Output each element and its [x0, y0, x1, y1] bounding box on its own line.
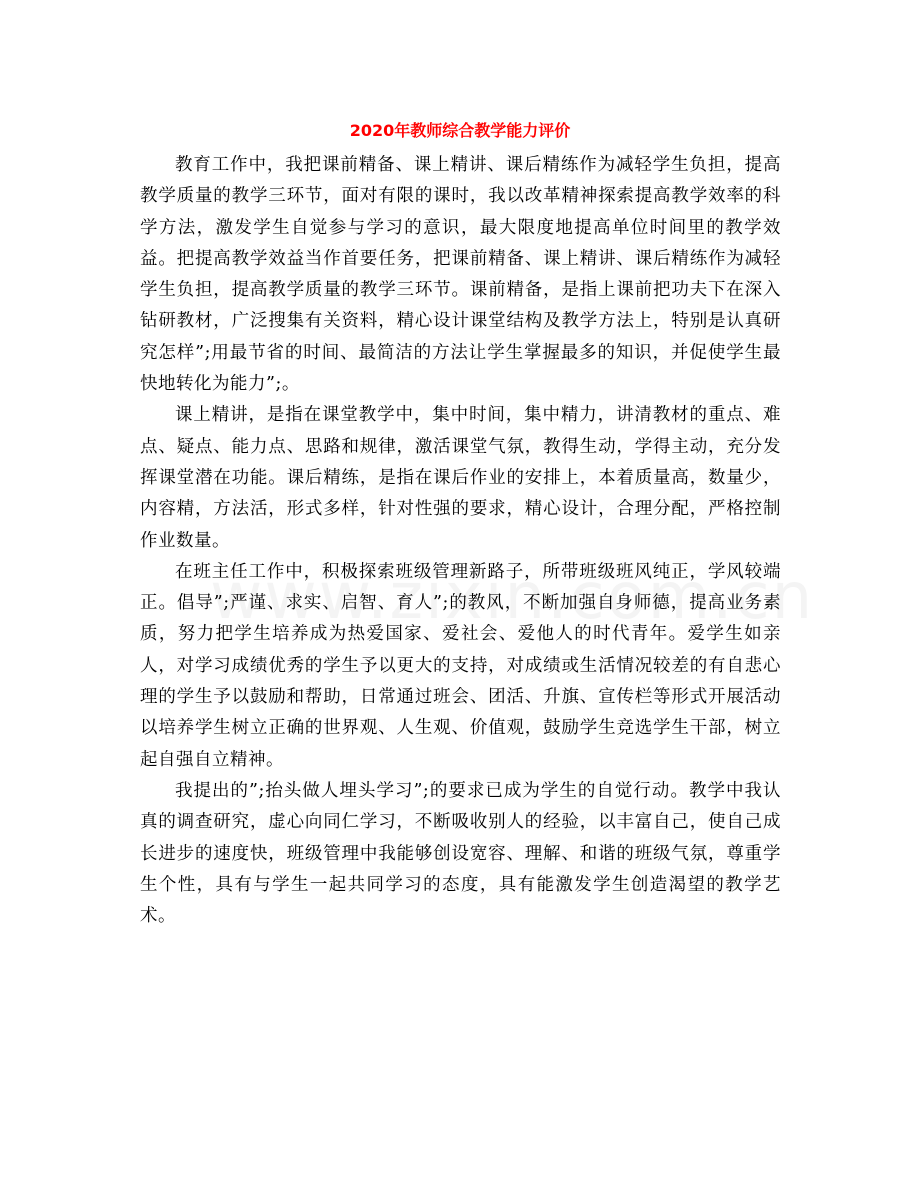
paragraph: 课上精讲，是指在课堂教学中，集中时间，集中精力，讲清教材的重点、难点、疑点、能力点、思路和规律，激活课堂气氛，教得生动，学得主动，充分发挥课堂潜在功能。课后精练，是指在课后作业的安排上，本着质量高，数量少，内容精，方法活，形式多样，针对性强的要求，精心设计，合理分配，严格控制作业数量。: [140, 405, 781, 551]
document-title: 2020年教师综合教学能力评价: [349, 121, 571, 140]
paragraph: 教育工作中，我把课前精备、课上精讲、课后精练作为减轻学生负担，提高教学质量的教学三环节，面对有限的课时，我以改革精神探索提高教学效率的科学方法，激发学生自觉参与学习的意识，最大限度地提高单位时间里的教学效益。把提高教学效益当作首要任务，把课前精备、课上精讲、课后精练作为减轻学生负担，提高教学质量的教学三环节。课前精备，是指上课前把功夫下在深入钻研教材，广泛搜集有关资料，精心设计课堂结构及教学方法上，特别是认真研究怎样”;用最节省的时间、最简洁的方法让学生掌握最多的知识，并促使学生最快地转化为能力”;。: [140, 155, 781, 395]
paragraph: 我提出的”;抬头做人埋头学习”;的要求已成为学生的自觉行动。教学中我认真的调查研究，虚心向同仁学习，不断吸收别人的经验，以丰富自己，使自己成长进步的速度快，班级管理中我能够创设宽容、理解、和谐的班级气氛，尊重学生个性，具有与学生一起共同学习的态度，具有能激发学生创造渴望的教学艺术。: [140, 780, 781, 927]
paragraph: 在班主任工作中，积极探索班级管理新路子，所带班级班风纯正，学风较端正。倡导”;严谨、求实、启智、育人”;的教风，不断加强自身师德，提高业务素质，努力把学生培养成为热爱国家、爱社会、爱他人的时代青年。爱学生如亲人，对学习成绩优秀的学生予以更大的支持，对成绩或生活情况较差的有自悲心理的学生予以鼓励和帮助，日常通过班会、团活、升旗、宣传栏等形式开展活动以培养学生树立正确的世界观、人生观、价值观，鼓励学生竞选学生干部，树立起自强自立精神。: [140, 561, 781, 770]
document-body: [140, 150, 781, 932]
